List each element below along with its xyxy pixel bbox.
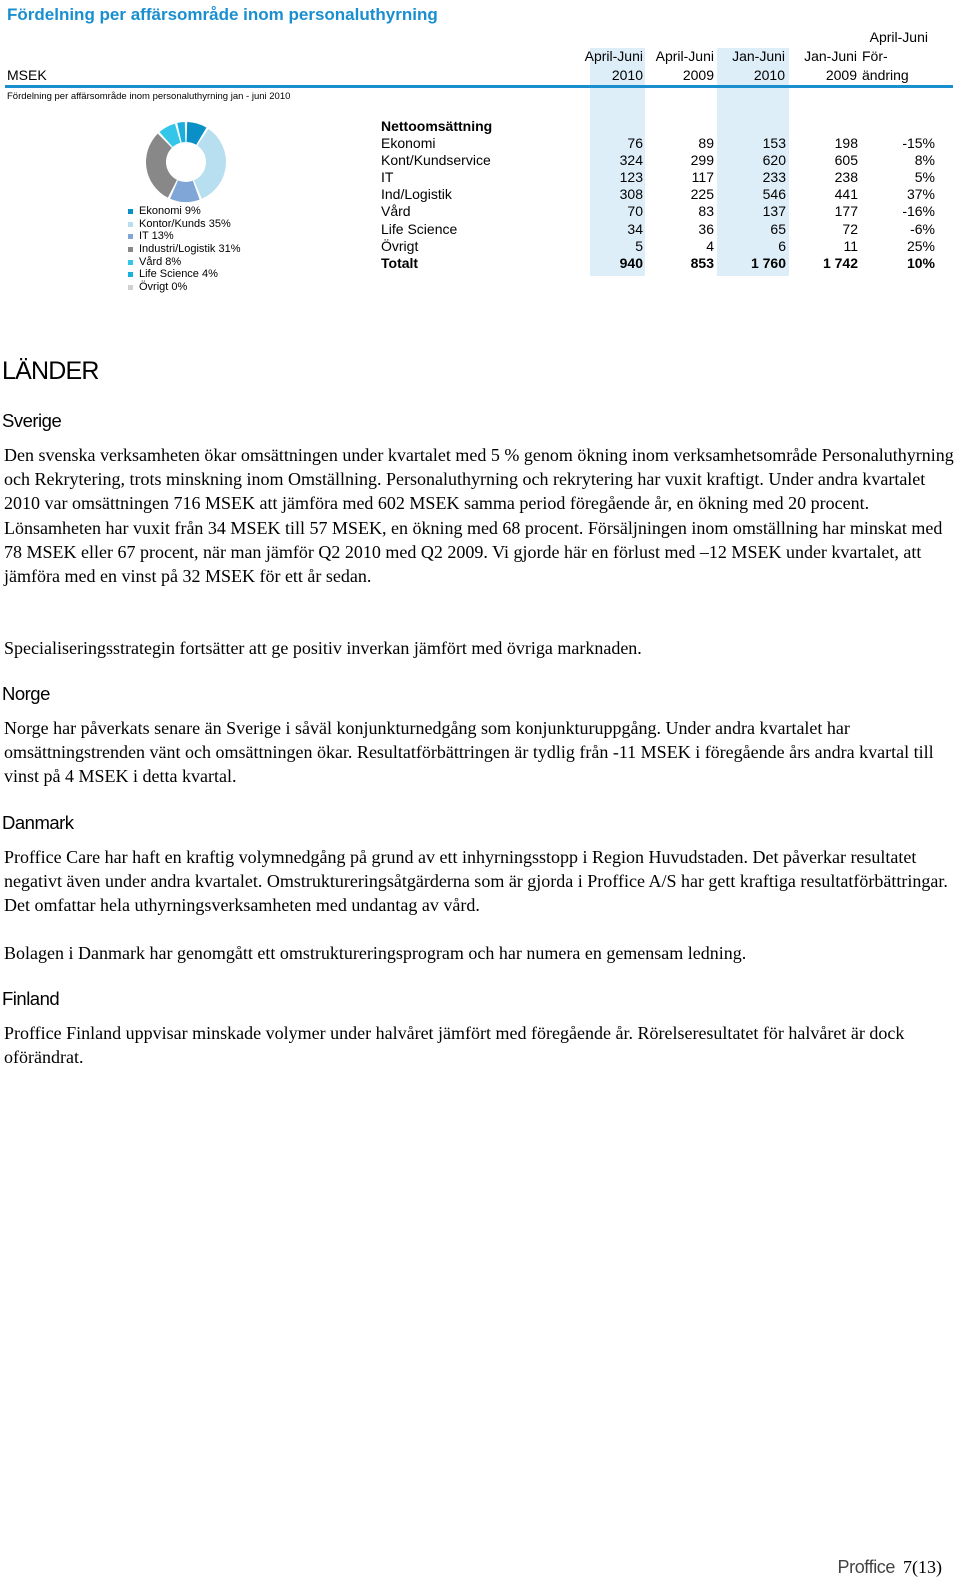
- paragraph-danmark-2: Bolagen i Danmark har genomgått ett omstruktureringsprogram och har numera en gemensam ledning.: [4, 943, 747, 963]
- row-value: 299: [690, 152, 714, 169]
- paragraph-sverige-1: Den svenska verksamheten ökar omsättningen under kvartalet med 5 % genom ökning inom verksamhetsområde Personaluthyrning och Rekrytering, trots minskning inom Omställning. Personaluthyrning och rekrytering har vuxit kraftigt. Under andra kvartalet 2010 var omsättningen 716 MSEK att jämföra med 602 MSEK samma period föregående år, en ökning med 20 procent. Lönsamheten har vuxit från 34 MSEK till 57 MSEK, en ökning med 68 procent. Försäljningen inom omställning har minskat med 78 MSEK eller 67 procent, när man jämför Q2 2010 med Q2 2009. Vi gjorde här en förlust med –12 MSEK under kvartalet, att jämföra med en vinst på 32 MSEK för ett år sedan.: [4, 445, 954, 587]
- legend-swatch: [128, 285, 133, 290]
- row-value: 198: [834, 135, 858, 151]
- paragraph-danmark-1: Proffice Care har haft en kraftig volymnedgång på grund av ett inhyrningsstopp i Region Huvudstaden. Det påverkar resultatet negativt även under andra kvartalet. Omstruktureringsåtgärderna som är gjorda i Proffice A/S har gett kraftiga resultatförbättringar. Det omfattar hela uthyrningsverksamheten med undantag av vård.: [4, 847, 948, 916]
- col-header-line: 2009: [682, 67, 714, 83]
- page-number: 7(13): [903, 1557, 942, 1577]
- row-value: 5%: [914, 169, 935, 186]
- row-value: 34: [627, 220, 643, 237]
- row-value: 8%: [914, 152, 935, 169]
- unit-label: MSEK: [7, 67, 47, 83]
- col-header-line: Jan-Juni: [732, 48, 785, 64]
- row-value: 117: [691, 169, 714, 186]
- row-value: 1 760: [750, 254, 786, 271]
- section-label: Nettoomsättning: [381, 118, 493, 134]
- table-row: [0, 135, 960, 152]
- row-value: 65: [770, 220, 786, 237]
- footer-brand: Proffice: [837, 1557, 895, 1577]
- col-header-line: April-Juni: [869, 29, 928, 45]
- row-label: Kont/Kundservice: [381, 152, 491, 169]
- legend-label: Kontor/Kunds 35%: [139, 217, 231, 230]
- row-label: Ekonomi: [381, 135, 436, 151]
- row-value: 83: [698, 203, 714, 220]
- heading-norge: Norge: [2, 683, 50, 704]
- table-row: [0, 169, 960, 186]
- row-value: 233: [762, 169, 786, 186]
- row-value: 5: [635, 237, 643, 254]
- col-header-jan-2010: [704, 47, 785, 85]
- row-label: Vård: [381, 203, 411, 220]
- col-header-change: [838, 28, 928, 85]
- section-heading-lander: LÄNDER: [2, 357, 99, 385]
- legend-label: Life Science 4%: [139, 268, 218, 281]
- table-row: [0, 203, 960, 220]
- paragraph-norge: Norge har påverkats senare än Sverige i såväl konjunkturnedgång som konjunkturuppgång. Under andra kvartalet har omsättningstrenden vänt och omsättningen ökar. Resultatförbättringen är tydlig från -11 MSEK i föregående års andra kvartal till vinst på 4 MSEK i detta kvartal.: [4, 718, 934, 787]
- table-section-row: [0, 118, 960, 135]
- row-value: 70: [627, 203, 643, 220]
- row-value: 76: [627, 135, 643, 151]
- col-header-line: För-: [862, 48, 888, 64]
- heading-sverige: Sverige: [2, 410, 62, 431]
- col-header-line: Jan-Juni: [804, 48, 857, 64]
- paragraph-finland: Proffice Finland uppvisar minskade volymer under halvåret jämfört med föregående år. Rörelseresultatet för halvåret är dock oförändrat.: [4, 1023, 905, 1068]
- row-label: Övrigt: [381, 237, 419, 254]
- legend-label: IT 13%: [139, 230, 174, 243]
- header-rule: [5, 85, 953, 88]
- row-value: 940: [619, 254, 643, 271]
- legend-label: Ekonomi 9%: [139, 205, 201, 217]
- col-header-apr-2009: [633, 47, 714, 85]
- legend-item: [126, 281, 241, 294]
- col-header-line: 2010: [753, 67, 785, 83]
- table-total-row: [0, 255, 960, 272]
- table-row: [0, 238, 960, 255]
- row-value: 10%: [906, 254, 935, 271]
- table-row: [0, 221, 960, 238]
- table-row: [0, 152, 960, 169]
- row-value: 72: [842, 220, 858, 237]
- col-header-line: 2009: [825, 67, 857, 83]
- row-value: 308: [619, 186, 643, 203]
- row-value: 238: [834, 169, 858, 186]
- col-header-line: 2010: [611, 67, 643, 83]
- paragraph-sverige-2: Specialiseringsstrategin fortsätter att ge positiv inverkan jämfört med övriga marknaden.: [4, 638, 642, 658]
- legend-label: Övrigt 0%: [139, 281, 188, 294]
- row-value: 620: [762, 152, 786, 169]
- row-value: 153: [762, 135, 786, 151]
- row-value: 137: [762, 203, 786, 220]
- row-value: 605: [834, 152, 858, 169]
- legend-swatch: [128, 272, 133, 277]
- row-value: 89: [698, 135, 714, 151]
- page-footer: [838, 1557, 943, 1578]
- row-value: 6: [778, 237, 786, 254]
- col-header-line: ändring: [862, 67, 909, 83]
- heading-danmark: Danmark: [2, 812, 74, 833]
- row-value: -15%: [902, 135, 935, 151]
- row-value: -16%: [902, 203, 935, 220]
- legend-label: Vård 8%: [139, 255, 182, 268]
- row-value: 37%: [906, 186, 935, 203]
- row-value: 4: [706, 237, 714, 254]
- heading-finland: Finland: [2, 988, 60, 1009]
- col-header-apr-2010: [562, 47, 643, 85]
- row-value: 225: [690, 186, 714, 203]
- row-value: 11: [843, 237, 858, 254]
- row-label: Totalt: [381, 254, 419, 271]
- col-header-line: April-Juni: [655, 48, 714, 64]
- table-row: [0, 186, 960, 203]
- row-value: 324: [619, 152, 643, 169]
- row-value: 1 742: [822, 254, 858, 271]
- col-header-line: April-Juni: [584, 48, 643, 64]
- row-value: 177: [834, 203, 858, 220]
- row-value: 25%: [906, 237, 935, 254]
- page-title: Fördelning per affärsområde inom personaluthyrning: [7, 5, 438, 24]
- row-value: 123: [619, 169, 643, 186]
- row-label: IT: [381, 169, 394, 186]
- row-label: Life Science: [381, 220, 458, 237]
- row-value: 36: [698, 220, 714, 237]
- legend-label: Industri/Logistik 31%: [139, 243, 241, 256]
- row-label: Ind/Logistik: [381, 186, 452, 203]
- row-value: 441: [834, 186, 858, 203]
- chart-caption: Fördelning per affärsområde inom personaluthyrning jan - juni 2010: [7, 91, 291, 102]
- row-value: 546: [762, 186, 786, 203]
- row-value: 853: [690, 254, 714, 271]
- row-value: -6%: [910, 220, 935, 237]
